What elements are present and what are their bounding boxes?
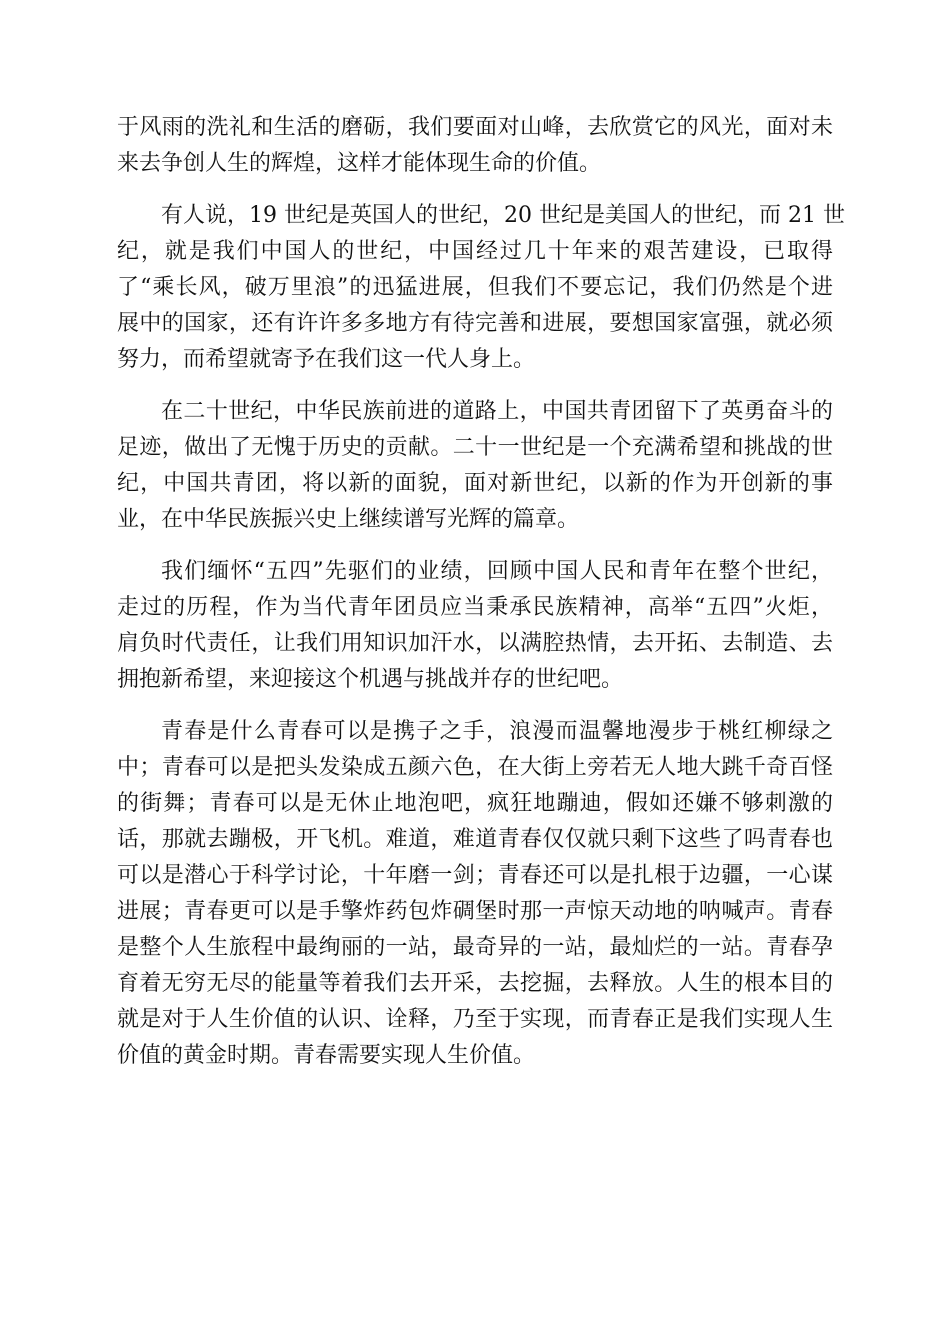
text-line: 青春是什么青春可以是携子之手，浪漫而温馨地漫步于桃红柳绿之	[161, 719, 833, 744]
text-line: 努力，而希望就寄予在我们这一代人身上。	[117, 347, 536, 372]
text-line: 话，那就去蹦极，开飞机。难道，难道青春仅仅就只剩下这些了吗青春也	[117, 827, 833, 852]
text-line: 进展；青春更可以是手擎炸药包炸碉堡时那一声惊天动地的呐喊声。青春	[117, 899, 833, 924]
text-line: 走过的历程，作为当代青年团员应当秉承民族精神，高举“五四”火炬，	[117, 595, 833, 620]
text-line: 纪，就是我们中国人的世纪，中国经过几十年来的艰苦建设，已取得	[117, 239, 833, 264]
paragraph-1	[117, 110, 833, 182]
paragraph-3	[117, 394, 833, 538]
text-line: 纪，中国共青团，将以新的面貌，面对新世纪，以新的作为开创新的事	[117, 471, 833, 496]
text-line: 肩负时代责任，让我们用知识加汗水，以满腔热情，去开拓、去制造、去	[117, 631, 833, 656]
text-line: 业，在中华民族振兴史上继续谱写光辉的篇章。	[117, 507, 580, 532]
text-line: 就是对于人生价值的认识、诠释，乃至于实现，而青春正是我们实现人生	[117, 1007, 833, 1032]
text-line: 我们缅怀“五四”先驱们的业绩，回顾中国人民和青年在整个世纪，	[161, 559, 833, 584]
text-line: 可以是潜心于科学讨论，十年磨一剑；青春还可以是扎根于边疆，一心谋	[117, 863, 833, 888]
text-line: 了“乘长风，破万里浪”的迅猛进展，但我们不要忘记，我们仍然是个进	[117, 275, 833, 300]
paragraph-5	[117, 714, 833, 1074]
text-line: 拥抱新希望，来迎接这个机遇与挑战并存的世纪吧。	[117, 667, 624, 692]
text-line: 展中的国家，还有许许多多地方有待完善和进展，要想国家富强，就必须	[117, 311, 833, 336]
text-line: 在二十世纪，中华民族前进的道路上，中国共青团留下了英勇奋斗的	[161, 399, 833, 424]
text-line: 的街舞；青春可以是无休止地泡吧，疯狂地蹦迪，假如还嫌不够刺激的	[117, 791, 833, 816]
text-line: 是整个人生旅程中最绚丽的一站，最奇异的一站，最灿烂的一站。青春孕	[117, 935, 833, 960]
text-line: 有人说，19 世纪是英国人的世纪，20 世纪是美国人的世纪，而 21 世	[161, 203, 845, 228]
text-line: 价值的黄金时期。青春需要实现人生价值。	[117, 1043, 536, 1068]
paragraph-4	[117, 554, 833, 698]
text-line: 中；青春可以是把头发染成五颜六色，在大街上旁若无人地大跳千奇百怪	[117, 755, 833, 780]
text-line: 育着无穷无尽的能量等着我们去开采，去挖掘，去释放。人生的根本目的	[117, 971, 833, 996]
text-line: 来去争创人生的辉煌，这样才能体现生命的价值。	[117, 151, 602, 176]
text-line: 足迹，做出了无愧于历史的贡献。二十一世纪是一个充满希望和挑战的世	[117, 435, 833, 460]
document-page	[117, 110, 845, 1090]
paragraph-2	[117, 198, 845, 378]
text-line: 于风雨的洗礼和生活的磨砺，我们要面对山峰，去欣赏它的风光，面对未	[117, 115, 833, 140]
